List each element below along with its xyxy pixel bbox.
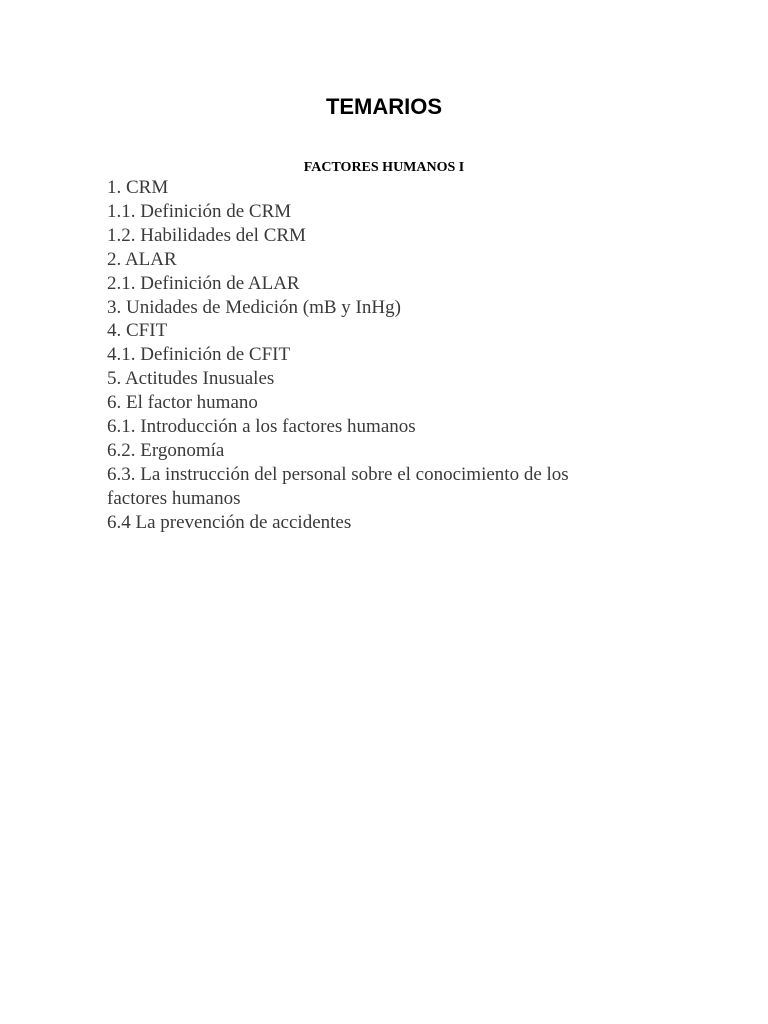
- page-title: TEMARIOS: [325, 94, 443, 119]
- topic-item: 4. CFIT: [107, 320, 168, 342]
- topic-item: 1.2. Habilidades del CRM: [107, 224, 306, 246]
- topic-item: 1.1. Definición de CRM: [107, 200, 292, 222]
- topic-item: 1. CRM: [107, 177, 169, 198]
- topic-item: 3. Unidades de Medición (mB y InHg): [107, 296, 401, 318]
- topic-item: 6.2. Ergonomía: [107, 439, 225, 461]
- topic-item: 4.1. Definición de CFIT: [107, 344, 291, 366]
- topic-item: 6.3. La instrucción del personal sobre el conocimiento de los factores humanos: [107, 463, 569, 509]
- topic-item: 6.4 La prevención de accidentes: [107, 511, 352, 533]
- topic-item: 2.1. Definición de ALAR: [107, 272, 300, 294]
- topic-item: 6.1. Introducción a los factores humanos: [107, 416, 416, 438]
- topic-item: 6. El factor humano: [107, 392, 258, 414]
- topic-list: [107, 176, 627, 535]
- topic-item: 2. ALAR: [107, 248, 177, 270]
- topic-item: 5. Actitudes Inusuales: [107, 368, 275, 390]
- section-heading: FACTORES HUMANOS I: [303, 160, 465, 175]
